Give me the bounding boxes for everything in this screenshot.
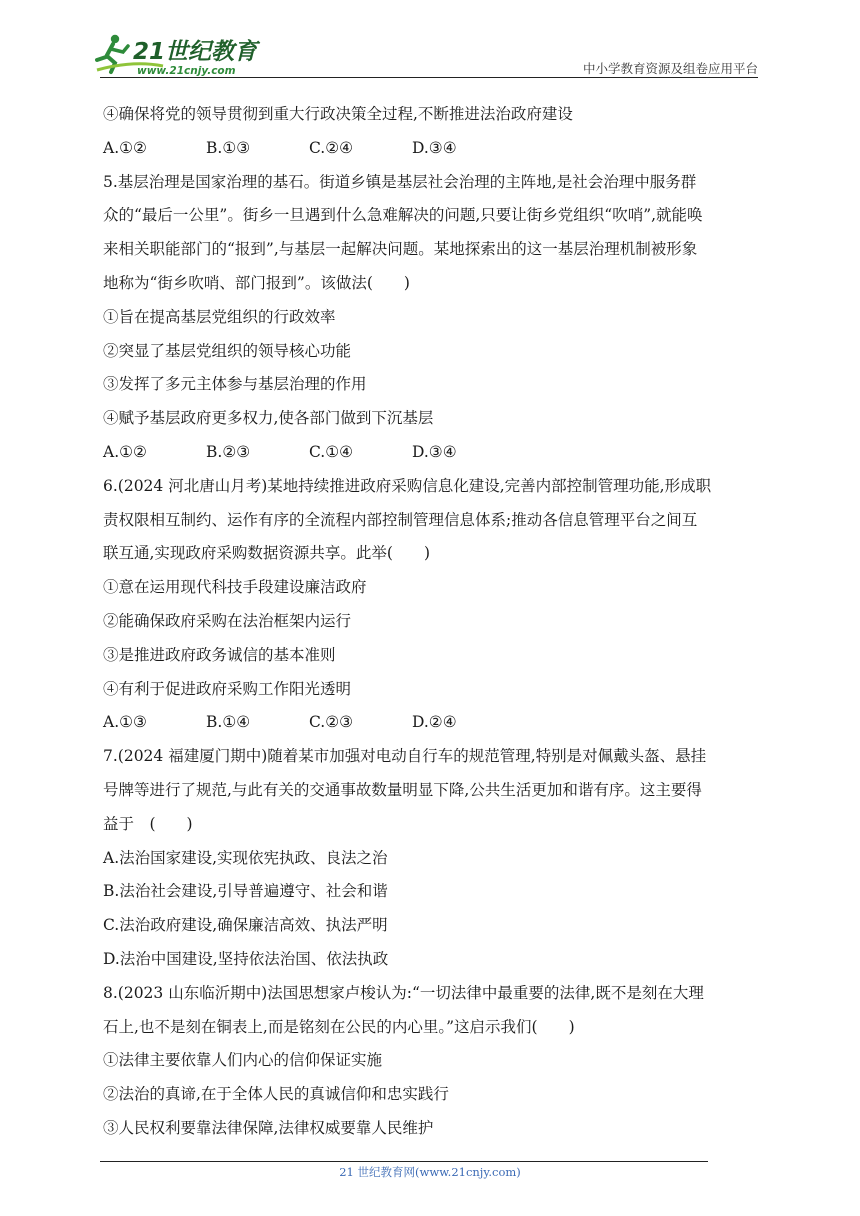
text-line: ①法律主要依靠人们内心的信仰保证实施 [103,1051,383,1070]
question-content [103,98,763,1146]
answer-option: D.②④ [412,713,457,732]
text-line: 地称为“街乡吹哨、部门报到”。该做法( ) [103,273,410,292]
answer-options [103,706,763,740]
text-line: D.法治中国建设,坚持依法治国、依法执政 [103,949,389,968]
footer-divider [100,1161,708,1162]
text-line: 号牌等进行了规范,与此有关的交通事故数量明显下降,公共生活更加和谐有序。这主要得 [103,780,702,799]
text-line: 责权限相互制约、运作有序的全流程内部控制管理信息体系;推动各信息管理平台之间互 [103,510,698,529]
text-line: ①意在运用现代科技手段建设廉洁政府 [103,578,367,597]
text-line: ②能确保政府采购在法治框架内运行 [103,611,352,630]
answer-options [103,132,763,166]
logo-url-text: www.21cnjy.com [137,65,236,77]
answer-option: D.③④ [412,138,457,157]
text-line: 5.基层治理是国家治理的基石。街道乡镇是基层社会治理的主阵地,是社会治理中服务群 [103,172,697,191]
answer-option: D.③④ [412,442,457,461]
answer-option: B.①④ [206,713,251,732]
text-line: ②法治的真谛,在于全体人民的真诚信仰和忠实践行 [103,1085,449,1104]
text-line: 6.(2024 河北唐山月考)某地持续推进政府采购信息化建设,完善内部控制管理功能,形成职 [103,476,712,495]
answer-option: C.①④ [309,442,354,461]
text-line: 众的“最后一公里”。街乡一旦遇到什么急难解决的问题,只要让街乡党组织“吹哨”,就能唤 [103,206,703,225]
text-line: 石上,也不是刻在铜表上,而是铭刻在公民的内心里。”这启示我们( ) [103,1017,575,1036]
text-line: ①旨在提高基层党组织的行政效率 [103,307,336,326]
header-divider [100,77,758,78]
text-line: 7.(2024 福建厦门期中)随着某市加强对电动自行车的规范管理,特别是对佩戴头盔、悬挂 [103,747,707,766]
answer-option: A.①② [103,442,147,461]
answer-option: B.②③ [206,442,251,461]
text-line: 益于 ( ) [103,814,193,833]
text-line: 来相关职能部门的“报到”,与基层一起解决问题。某地探索出的这一基层治理机制被形象 [103,240,698,259]
answer-option: A.①③ [103,713,147,732]
text-line: 8.(2023 山东临沂期中)法国思想家卢梭认为:“一切法律中最重要的法律,既不是刻在大理 [103,983,704,1002]
logo-wordmark: 21世纪教育 [133,39,258,65]
text-line: ③人民权利要靠法律保障,法律权威要靠人民维护 [103,1118,434,1137]
text-line: A.法治国家建设,实现依宪执政、良法之治 [103,848,388,867]
text-line: ②突显了基层党组织的领导核心功能 [103,341,352,360]
text-line: ④确保将党的领导贯彻到重大行政决策全过程,不断推进法治政府建设 [103,105,573,123]
text-line: ③是推进政府政务诚信的基本准则 [103,645,336,664]
text-line: B.法治社会建设,引导普遍遵守、社会和谐 [103,882,388,901]
text-line: 联互通,实现政府采购数据资源共享。此举( ) [103,544,431,563]
answer-option: C.②④ [309,138,354,157]
answer-option: C.②③ [309,713,354,732]
platform-name: 中小学教育资源及组卷应用平台 [582,61,758,76]
runner-logo-icon [93,30,263,78]
site-logo [93,30,263,78]
page-header [0,0,860,82]
page-footer[interactable]: 21 世纪教育网(www.21cnjy.com) [339,1165,521,1179]
answer-option: B.①③ [206,138,251,157]
text-line: ③发挥了多元主体参与基层治理的作用 [103,375,367,394]
answer-options [103,436,763,470]
text-line: ④赋予基层政府更多权力,使各部门做到下沉基层 [103,409,434,428]
text-line: C.法治政府建设,确保廉洁高效、执法严明 [103,916,388,935]
text-line: ④有利于促进政府采购工作阳光透明 [103,679,352,698]
answer-option: A.①② [103,138,147,157]
